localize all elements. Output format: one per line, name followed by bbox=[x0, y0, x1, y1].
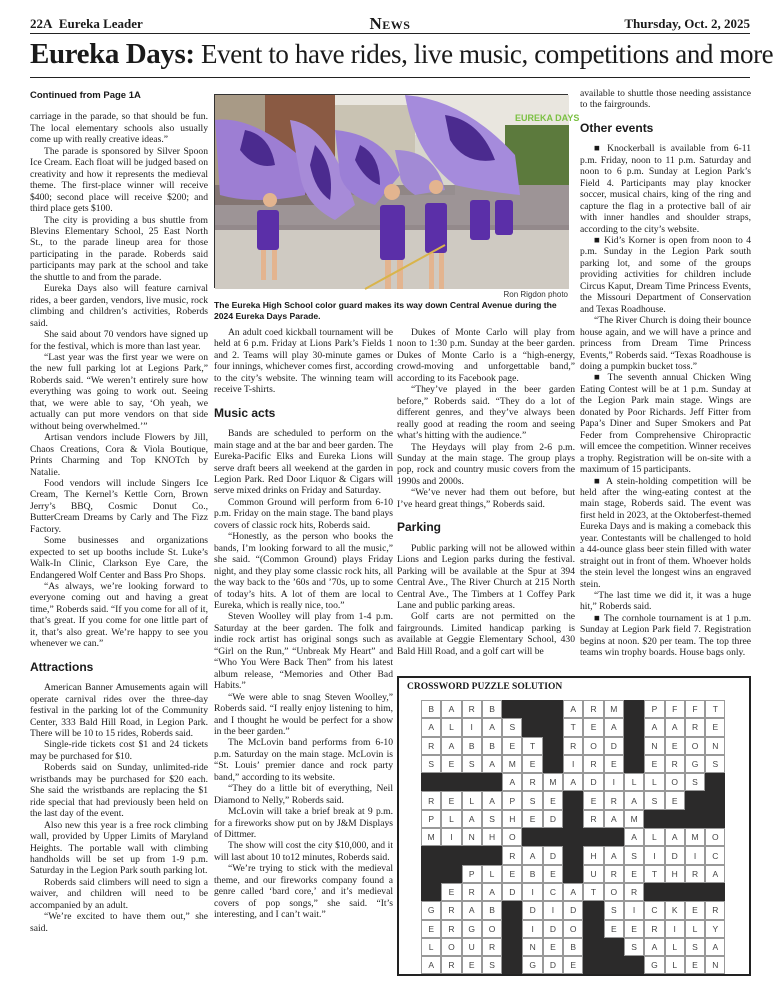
black-square bbox=[522, 828, 542, 846]
crossword-cell: M bbox=[502, 755, 522, 773]
black-square bbox=[583, 938, 603, 956]
black-square bbox=[705, 791, 725, 809]
crossword-cell: D bbox=[543, 810, 563, 828]
crossword-cell: R bbox=[462, 700, 482, 718]
black-square bbox=[441, 773, 461, 791]
crossword-cell: B bbox=[482, 901, 502, 919]
crossword-cell: A bbox=[604, 846, 624, 864]
crossword-cell: B bbox=[482, 737, 502, 755]
black-square bbox=[604, 828, 624, 846]
crossword-cell: P bbox=[462, 865, 482, 883]
crossword-cell: A bbox=[624, 828, 644, 846]
black-square bbox=[624, 956, 644, 974]
crossword-cell: D bbox=[583, 773, 603, 791]
paragraph: Some businesses and organizations expected to set up booths include St. Luke’s Walk-In Clinic, Clarkson Eye Care, the Endangered Wolf Center and Bass Pro Shops. bbox=[30, 535, 208, 581]
black-square bbox=[543, 737, 563, 755]
black-square bbox=[563, 791, 583, 809]
crossword-cell: G bbox=[644, 956, 664, 974]
crossword-cell: E bbox=[522, 755, 542, 773]
black-square bbox=[624, 718, 644, 736]
crossword-cell: E bbox=[665, 791, 685, 809]
crossword-cell: F bbox=[665, 700, 685, 718]
crossword-cell: R bbox=[685, 865, 705, 883]
crossword-cell: D bbox=[543, 956, 563, 974]
crossword-cell: R bbox=[583, 755, 603, 773]
paragraph: “We’re trying to stick with the medieval theme, and our fireworks company found a genre called ‘bard core,’ and it’s medieval covers of pop songs,” she said. “It’s interesting, and I can’t wait.” bbox=[214, 863, 393, 921]
crossword-cell: E bbox=[502, 737, 522, 755]
crossword-cell: O bbox=[604, 883, 624, 901]
crossword-cell: E bbox=[705, 718, 725, 736]
black-square bbox=[583, 956, 603, 974]
article-column-2 bbox=[214, 327, 393, 921]
crossword-cell: S bbox=[644, 791, 664, 809]
black-square bbox=[705, 810, 725, 828]
article-column-1 bbox=[30, 88, 208, 934]
crossword-cell: S bbox=[685, 938, 705, 956]
crossword-cell: R bbox=[583, 810, 603, 828]
crossword-cell: O bbox=[685, 737, 705, 755]
crossword-cell: C bbox=[543, 883, 563, 901]
crossword-cell: H bbox=[665, 865, 685, 883]
black-square bbox=[421, 846, 441, 864]
crossword-cell: E bbox=[644, 755, 664, 773]
crossword-cell: A bbox=[563, 883, 583, 901]
black-square bbox=[624, 737, 644, 755]
crossword-cell: A bbox=[421, 956, 441, 974]
paper-name: Eureka Leader bbox=[58, 16, 143, 31]
crossword-cell: B bbox=[482, 700, 502, 718]
paragraph: Roberds said on Sunday, unlimited-ride wristbands may be purchased for $20 each. She said the wristbands are replacing the $1 ride special that had previously been held on the last day of the event. bbox=[30, 762, 208, 820]
crossword-cell: H bbox=[502, 810, 522, 828]
section-heading: Attractions bbox=[30, 659, 94, 674]
crossword-cell: A bbox=[482, 755, 502, 773]
black-square bbox=[543, 718, 563, 736]
headline-lead: Eureka Days: bbox=[30, 38, 195, 70]
crossword-cell: O bbox=[441, 938, 461, 956]
crossword-cell: O bbox=[705, 828, 725, 846]
crossword-cell: R bbox=[441, 901, 461, 919]
crossword-cell: S bbox=[482, 956, 502, 974]
crossword-cell: E bbox=[624, 865, 644, 883]
crossword-cell: D bbox=[543, 920, 563, 938]
paragraph: “They’ve played in the beer garden before,” Roberds said. “They do a lot of different genres, and they’ve always been really good at reading the room and seeing what’s hitting with the audience.” bbox=[397, 384, 575, 442]
masthead bbox=[30, 12, 750, 34]
crossword-cell: T bbox=[644, 865, 664, 883]
crossword-cell: D bbox=[665, 846, 685, 864]
crossword-cell: O bbox=[482, 920, 502, 938]
crossword-grid bbox=[421, 700, 725, 974]
crossword-cell: B bbox=[462, 737, 482, 755]
crossword-cell: E bbox=[563, 956, 583, 974]
crossword-cell: N bbox=[522, 938, 542, 956]
photo-caption: The Eureka High School color guard makes its way down Central Avenue during the 2024 Eureka Days Parade. bbox=[214, 300, 557, 321]
crossword-cell: R bbox=[421, 791, 441, 809]
crossword-cell: N bbox=[462, 828, 482, 846]
crossword-cell: A bbox=[482, 791, 502, 809]
crossword-cell: A bbox=[441, 737, 461, 755]
black-square bbox=[421, 773, 441, 791]
black-square bbox=[604, 938, 624, 956]
crossword-cell: O bbox=[502, 828, 522, 846]
headline bbox=[30, 38, 773, 78]
banner-text: EUREKA DAYS bbox=[515, 113, 580, 123]
crossword-cell: S bbox=[624, 846, 644, 864]
black-square bbox=[441, 865, 461, 883]
issue-date: Thursday, Oct. 2, 2025 bbox=[624, 16, 750, 31]
crossword-cell: L bbox=[665, 956, 685, 974]
black-square bbox=[421, 865, 441, 883]
paragraph: Steven Woolley will play from 1-4 p.m. Saturday at the beer garden. The folk and indie rock artist has original songs such as “Girl on the Run,” “Unbreak My Heart” and “Who You Were Back Then” from his latest album release, “Memories and Other Bad Habits.” bbox=[214, 611, 393, 692]
black-square bbox=[583, 901, 603, 919]
paragraph: ■ A stein-holding competition will be held after the wing-eating contest at the main stage, Roberds said. The event was first held in 2023, at the Oktoberfest-themed Eureka Days and is making a comeback this year. Contestants will be challenged to hold a 44-ounce glass beer stein filled with water straight out in front of them. Whoever holds the stein level the longest wins an engraved stein. bbox=[580, 475, 751, 590]
crossword-cell: O bbox=[665, 773, 685, 791]
black-square bbox=[502, 938, 522, 956]
crossword-cell: B bbox=[563, 938, 583, 956]
paragraph: ■ Knockerball is available from 6-11 p.m. Friday, noon to 11 p.m. Saturday and noon to 6 p.m. Sunday at Legion Park’s Field 4. Participants may play knocker soccer, musical chairs, king of the ring and capture the flag in a protective ball of air with inner handles and shoulder straps, according to the city’s website. bbox=[580, 143, 751, 235]
crossword-cell: H bbox=[583, 846, 603, 864]
crossword-cell: R bbox=[644, 920, 664, 938]
black-square bbox=[685, 791, 705, 809]
black-square bbox=[522, 700, 542, 718]
black-square bbox=[563, 828, 583, 846]
crossword-cell: M bbox=[543, 773, 563, 791]
crossword-cell: L bbox=[482, 865, 502, 883]
headline-deck: Event to have rides, live music, competitions and more bbox=[194, 39, 773, 69]
black-square bbox=[502, 700, 522, 718]
crossword-cell: R bbox=[604, 865, 624, 883]
black-square bbox=[644, 810, 664, 828]
crossword-cell: A bbox=[705, 865, 725, 883]
black-square bbox=[644, 883, 664, 901]
crossword-cell: L bbox=[665, 938, 685, 956]
crossword-cell: A bbox=[665, 718, 685, 736]
crossword-cell: E bbox=[543, 938, 563, 956]
crossword-cell: E bbox=[441, 883, 461, 901]
black-square bbox=[502, 920, 522, 938]
crossword-cell: M bbox=[604, 700, 624, 718]
paragraph: American Banner Amusements again will operate carnival rides over the three-day festival in the parking lot of the Community Center, 333 Bald Hill Road, in Legion Park. There will be 10 to 15 rides, Roberds said. bbox=[30, 682, 208, 740]
crossword-cell: G bbox=[462, 920, 482, 938]
crossword-cell: P bbox=[421, 810, 441, 828]
black-square bbox=[462, 846, 482, 864]
paragraph: Food vendors will include Singers Ice Cream, The Kernel’s Kettle Corn, Brown Jerry’s BBQ, Cosmic Donut Co., ButterCream Dreams by Carly and The Fizz Factory. bbox=[30, 477, 208, 535]
crossword-cell: I bbox=[665, 920, 685, 938]
crossword-cell: S bbox=[624, 938, 644, 956]
paragraph: Artisan vendors include Flowers by Jill, Chaos Creations, Cora & Viola Boutique, Prints Charming and Top KNOTch by Natalie. bbox=[30, 432, 208, 478]
paragraph: “Last year was the first year we were on the new full parking lot at Legions Park,” Roberds said. “We weren’t entirely sure how everything was going to work out. Seeing that, we were able to say, ‘Oh yeah, we actually can put more vendors on that side without being overwhelmed.’” bbox=[30, 351, 208, 432]
crossword-cell: C bbox=[705, 846, 725, 864]
paragraph: Eureka Days also will feature carnival rides, a beer garden, vendors, live music, rock climbing and children’s activities, Roberds said. bbox=[30, 283, 208, 329]
crossword-cell: R bbox=[462, 883, 482, 901]
paragraph: ■ The seventh annual Chicken Wing Eating Contest will be at 1 p.m. Sunday at the Legion Park main stage. Wings are donated by Poor Richards. Jeff Fitter from Papa’s Diner and Super Smokers and Pat Feder from Comprehensive Chiropractic will emcee the competition. Winner receives a trophy. Registration will be on-site with a maximum of 15 participants. bbox=[580, 372, 751, 476]
paragraph: “As always, we’re looking forward to everyone coming out and having a great time,” Roberds said. “If you come for all of it, that’s great. If you come for one little part of it, that’s also great. We’re happy to see you whenever we can.” bbox=[30, 581, 208, 650]
crossword-cell: R bbox=[665, 755, 685, 773]
paragraph: Dukes of Monte Carlo will play from noon to 1:30 p.m. Sunday at the beer garden. Dukes of Monte Carlo is a “high-energy, crowd-moving and unforgettable band,” according to its Facebook page. bbox=[397, 327, 575, 384]
crossword-cell: H bbox=[482, 828, 502, 846]
continued-line: Continued from Page 1A bbox=[30, 90, 141, 101]
black-square bbox=[543, 828, 563, 846]
black-square bbox=[543, 755, 563, 773]
black-square bbox=[665, 883, 685, 901]
black-square bbox=[502, 956, 522, 974]
paragraph: Bands are scheduled to perform on the main stage and at the bar and beer garden. The Eureka-Pacific Elks and Eureka Lions will serve draft beers all weekend at the garden in Legion Park. Red Door Liquor & Cigars will serve mixed drinks on Friday and Saturday. bbox=[214, 428, 393, 497]
article-column-4 bbox=[580, 88, 751, 659]
crossword-cell: A bbox=[462, 901, 482, 919]
crossword-cell: A bbox=[421, 718, 441, 736]
crossword-cell: S bbox=[502, 718, 522, 736]
crossword-cell: A bbox=[502, 773, 522, 791]
crossword-cell: D bbox=[522, 901, 542, 919]
crossword-cell: O bbox=[563, 920, 583, 938]
crossword-cell: R bbox=[604, 791, 624, 809]
crossword-cell: C bbox=[644, 901, 664, 919]
crossword-cell: D bbox=[543, 846, 563, 864]
crossword-cell: S bbox=[421, 755, 441, 773]
crossword-cell: L bbox=[644, 773, 664, 791]
crossword-cell: G bbox=[522, 956, 542, 974]
crossword-cell: E bbox=[624, 920, 644, 938]
paragraph: The parade is sponsored by Silver Spoon Ice Cream. Each float will be judged based on creativity and how it represents the medieval theme. The first-place winner will receive $400; second place will receive $200; and third place gets $100. bbox=[30, 145, 208, 215]
crossword-cell: A bbox=[604, 810, 624, 828]
crossword-cell: E bbox=[522, 810, 542, 828]
crossword-cell: S bbox=[482, 810, 502, 828]
black-square bbox=[563, 810, 583, 828]
crossword-cell: I bbox=[644, 846, 664, 864]
crossword-cell: R bbox=[441, 956, 461, 974]
crossword-cell: K bbox=[665, 901, 685, 919]
paragraph: ■ Kid’s Korner is open from noon to 4 p.m. Sunday in the Legion Park south parking lot, and some of the groups providing activities for children include Circus Kaput, Dream Time Princess Events, the Missouri Department of Conservation and Texas Roadhouse. bbox=[580, 234, 751, 315]
crossword-cell: N bbox=[705, 956, 725, 974]
crossword-cell: S bbox=[705, 755, 725, 773]
crossword-cell: L bbox=[441, 810, 461, 828]
paragraph: “Honestly, as the person who books the bands, I’m looking forward to all the music,” she said. “(Common Ground) plays Friday night, and they play some classic rock hits, all the way back to the ’60s and ’70s, up to some of today’s hits. A lot of them are local to Eureka, which is really nice, too.” bbox=[214, 531, 393, 611]
paragraph: Also new this year is a free rock climbing wall, provided by Upper Limits of Maryland Heights. The portable wall with climbing handholds will be set up from 1-9 p.m. Saturday in the Legion Park south parking lot. bbox=[30, 819, 208, 877]
crossword-cell: I bbox=[604, 773, 624, 791]
crossword-cell: T bbox=[705, 700, 725, 718]
crossword-cell: T bbox=[563, 718, 583, 736]
crossword-cell: A bbox=[482, 718, 502, 736]
crossword-cell: L bbox=[421, 938, 441, 956]
paragraph: McLovin will take a brief break at 9 p.m. for a fireworks show put on by J&M Displays of Dittmer. bbox=[214, 806, 393, 841]
crossword-cell: N bbox=[644, 737, 664, 755]
black-square bbox=[583, 828, 603, 846]
paragraph: “They do a little bit of everything, Neil Diamond to Nelly,” Roberds said. bbox=[214, 783, 393, 806]
black-square bbox=[522, 718, 542, 736]
crossword-cell: M bbox=[624, 810, 644, 828]
crossword-solution bbox=[397, 676, 751, 976]
section-heading: Music acts bbox=[214, 405, 276, 420]
crossword-cell: E bbox=[441, 755, 461, 773]
black-square bbox=[583, 920, 603, 938]
crossword-cell: E bbox=[502, 865, 522, 883]
crossword-cell: R bbox=[624, 883, 644, 901]
crossword-cell: L bbox=[644, 828, 664, 846]
black-square bbox=[685, 810, 705, 828]
crossword-cell: I bbox=[522, 883, 542, 901]
crossword-cell: B bbox=[522, 865, 542, 883]
photo-credit: Ron Rigdon photo bbox=[503, 290, 568, 299]
crossword-cell: A bbox=[462, 810, 482, 828]
crossword-cell: A bbox=[522, 846, 542, 864]
crossword-cell: A bbox=[482, 883, 502, 901]
paragraph: “The River Church is doing their bounce house again, and we will have a prince and princess from Dream Time Princess Events,” Roberds said. “Texas Roadhouse is doing a pumpkin bucket toss.” bbox=[580, 315, 751, 372]
crossword-cell: E bbox=[685, 956, 705, 974]
paragraph: The McLovin band performs from 6-10 p.m. Saturday on the main stage. McLovin is “St. Louis’ premier dance and rock party band,” according to its website. bbox=[214, 737, 393, 783]
black-square bbox=[705, 883, 725, 901]
crossword-cell: R bbox=[563, 737, 583, 755]
paragraph: Roberds said climbers will need to sign a waiver, and children will need to be accompanied by an adult. bbox=[30, 876, 208, 911]
crossword-cell: D bbox=[563, 901, 583, 919]
crossword-cell: E bbox=[583, 791, 603, 809]
crossword-cell: N bbox=[705, 737, 725, 755]
crossword-cell: M bbox=[685, 828, 705, 846]
crossword-cell: E bbox=[441, 791, 461, 809]
crossword-cell: E bbox=[543, 791, 563, 809]
crossword-cell: E bbox=[543, 865, 563, 883]
paragraph: An adult coed kickball tournament will be held at 6 p.m. Friday at Lions Park’s Fields 1 and 2. Teams will play 30-minute games or four innings, whichever comes first, according to the city’s website. The winning team will receive T-shirts. bbox=[214, 327, 393, 396]
crossword-cell: B bbox=[421, 700, 441, 718]
crossword-cell: F bbox=[685, 700, 705, 718]
paragraph: “We’ve never had them out before, but I’ve heard great things,” Roberds said. bbox=[397, 487, 575, 510]
paragraph: The city is providing a bus shuttle from Blevins Elementary School, 25 East North St., to the parade lineup area for those participating in the parade. Roberds said participants may park at the school and take the shuttle to and from the parade. bbox=[30, 214, 208, 283]
crossword-cell: P bbox=[502, 791, 522, 809]
crossword-cell: P bbox=[644, 700, 664, 718]
paragraph: available to shuttle those needing assistance to the fairgrounds. bbox=[580, 88, 751, 111]
crossword-cell: L bbox=[624, 773, 644, 791]
crossword-cell: R bbox=[441, 920, 461, 938]
paragraph: “The last time we did it, it was a huge hit,” Roberds said. bbox=[580, 590, 751, 613]
paragraph: carriage in the parade, so that should be fun. The local elementary schools also usually come up with really creative ideas.” bbox=[30, 111, 208, 146]
section-heading: Parking bbox=[397, 520, 442, 535]
crossword-cell: L bbox=[462, 791, 482, 809]
crossword-cell: U bbox=[462, 938, 482, 956]
crossword-cell: O bbox=[583, 737, 603, 755]
crossword-cell: E bbox=[462, 956, 482, 974]
crossword-title: CROSSWORD PUZZLE SOLUTION bbox=[407, 682, 563, 692]
crossword-cell: G bbox=[421, 901, 441, 919]
black-square bbox=[624, 700, 644, 718]
paragraph: Golf carts are not permitted on the fairgrounds. Limited handicap parking is available at Geggie Elementary School, 430 Bald Hill Road, and a golf cart will be bbox=[397, 611, 575, 657]
black-square bbox=[685, 883, 705, 901]
black-square bbox=[563, 865, 583, 883]
black-square bbox=[705, 773, 725, 791]
black-square bbox=[482, 846, 502, 864]
color-guard-photo bbox=[215, 95, 580, 289]
crossword-cell: A bbox=[441, 700, 461, 718]
crossword-cell: I bbox=[441, 828, 461, 846]
crossword-cell: R bbox=[583, 700, 603, 718]
paragraph: Public parking will not be allowed within Lions and Legion parks during the festival. Parking will be available at the Spur at 394 Central Ave., The River Church at 215 North Central Ave., The Timbers at 1 Coffey Park Lane and public parking areas. bbox=[397, 542, 575, 611]
crossword-cell: L bbox=[441, 718, 461, 736]
crossword-cell: A bbox=[563, 773, 583, 791]
black-square bbox=[462, 773, 482, 791]
paragraph: Common Ground will perform from 6-10 p.m. Friday on the main stage. The band plays covers of classic rock hits, Roberds said. bbox=[214, 496, 393, 531]
crossword-cell: I bbox=[522, 920, 542, 938]
black-square bbox=[563, 846, 583, 864]
crossword-cell: I bbox=[543, 901, 563, 919]
crossword-cell: A bbox=[705, 938, 725, 956]
crossword-cell: R bbox=[421, 737, 441, 755]
crossword-cell: A bbox=[644, 938, 664, 956]
crossword-cell: D bbox=[502, 883, 522, 901]
section-heading: Other events bbox=[580, 120, 654, 135]
black-square bbox=[624, 755, 644, 773]
crossword-cell: T bbox=[583, 883, 603, 901]
crossword-cell: M bbox=[421, 828, 441, 846]
black-square bbox=[421, 883, 441, 901]
crossword-cell: E bbox=[604, 920, 624, 938]
paragraph: “We were able to snag Steven Woolley,” Roberds said. “I really enjoy listening to him, and I thought he would be perfect for a show in the beer garden.” bbox=[214, 691, 393, 737]
crossword-cell: R bbox=[522, 773, 542, 791]
crossword-cell: S bbox=[685, 773, 705, 791]
crossword-cell: A bbox=[563, 700, 583, 718]
crossword-cell: R bbox=[482, 938, 502, 956]
crossword-cell: E bbox=[604, 755, 624, 773]
paragraph: The Heydays will play from 2-6 p.m. Sunday at the main stage. The group plays pop, rock and country music covers from the 1990s and 2000s. bbox=[397, 441, 575, 487]
crossword-cell: I bbox=[462, 718, 482, 736]
article-column-3 bbox=[397, 327, 575, 657]
black-square bbox=[604, 956, 624, 974]
crossword-cell: R bbox=[705, 901, 725, 919]
black-square bbox=[441, 846, 461, 864]
crossword-cell: G bbox=[685, 755, 705, 773]
crossword-cell: S bbox=[522, 791, 542, 809]
crossword-cell: I bbox=[624, 901, 644, 919]
crossword-cell: E bbox=[421, 920, 441, 938]
crossword-cell: R bbox=[502, 846, 522, 864]
crossword-cell: I bbox=[685, 846, 705, 864]
crossword-cell: R bbox=[685, 718, 705, 736]
black-square bbox=[665, 810, 685, 828]
crossword-cell: S bbox=[604, 901, 624, 919]
paragraph: The show will cost the city $10,000, and it will last about 10 to12 minutes, Roberds said. bbox=[214, 840, 393, 863]
crossword-cell: A bbox=[604, 718, 624, 736]
black-square bbox=[482, 773, 502, 791]
crossword-cell: Y bbox=[705, 920, 725, 938]
crossword-cell: L bbox=[685, 920, 705, 938]
paragraph: She said about 70 vendors have signed up for the festival, which is more than last year. bbox=[30, 329, 208, 352]
black-square bbox=[543, 700, 563, 718]
black-square bbox=[502, 901, 522, 919]
crossword-cell: E bbox=[685, 901, 705, 919]
crossword-cell: U bbox=[583, 865, 603, 883]
crossword-cell: D bbox=[604, 737, 624, 755]
crossword-cell: T bbox=[522, 737, 542, 755]
crossword-cell: I bbox=[563, 755, 583, 773]
paragraph: ■ The cornhole tournament is at 1 p.m. Sunday at Legion Park field 7. Registration begins at noon. $20 per team. The top three teams win trophy boards. House bags only. bbox=[580, 612, 751, 659]
crossword-cell: E bbox=[665, 737, 685, 755]
paragraph: “We’re excited to have them out,” she said. bbox=[30, 911, 208, 934]
article-photo bbox=[214, 94, 580, 288]
crossword-cell: E bbox=[583, 718, 603, 736]
paragraph: Single-ride tickets cost $1 and 24 tickets may be purchased for $10. bbox=[30, 739, 208, 762]
crossword-cell: S bbox=[462, 755, 482, 773]
section-name: News bbox=[369, 14, 411, 33]
crossword-cell: A bbox=[624, 791, 644, 809]
crossword-cell: A bbox=[644, 718, 664, 736]
crossword-cell: A bbox=[665, 828, 685, 846]
page-number: 22A bbox=[30, 16, 53, 31]
